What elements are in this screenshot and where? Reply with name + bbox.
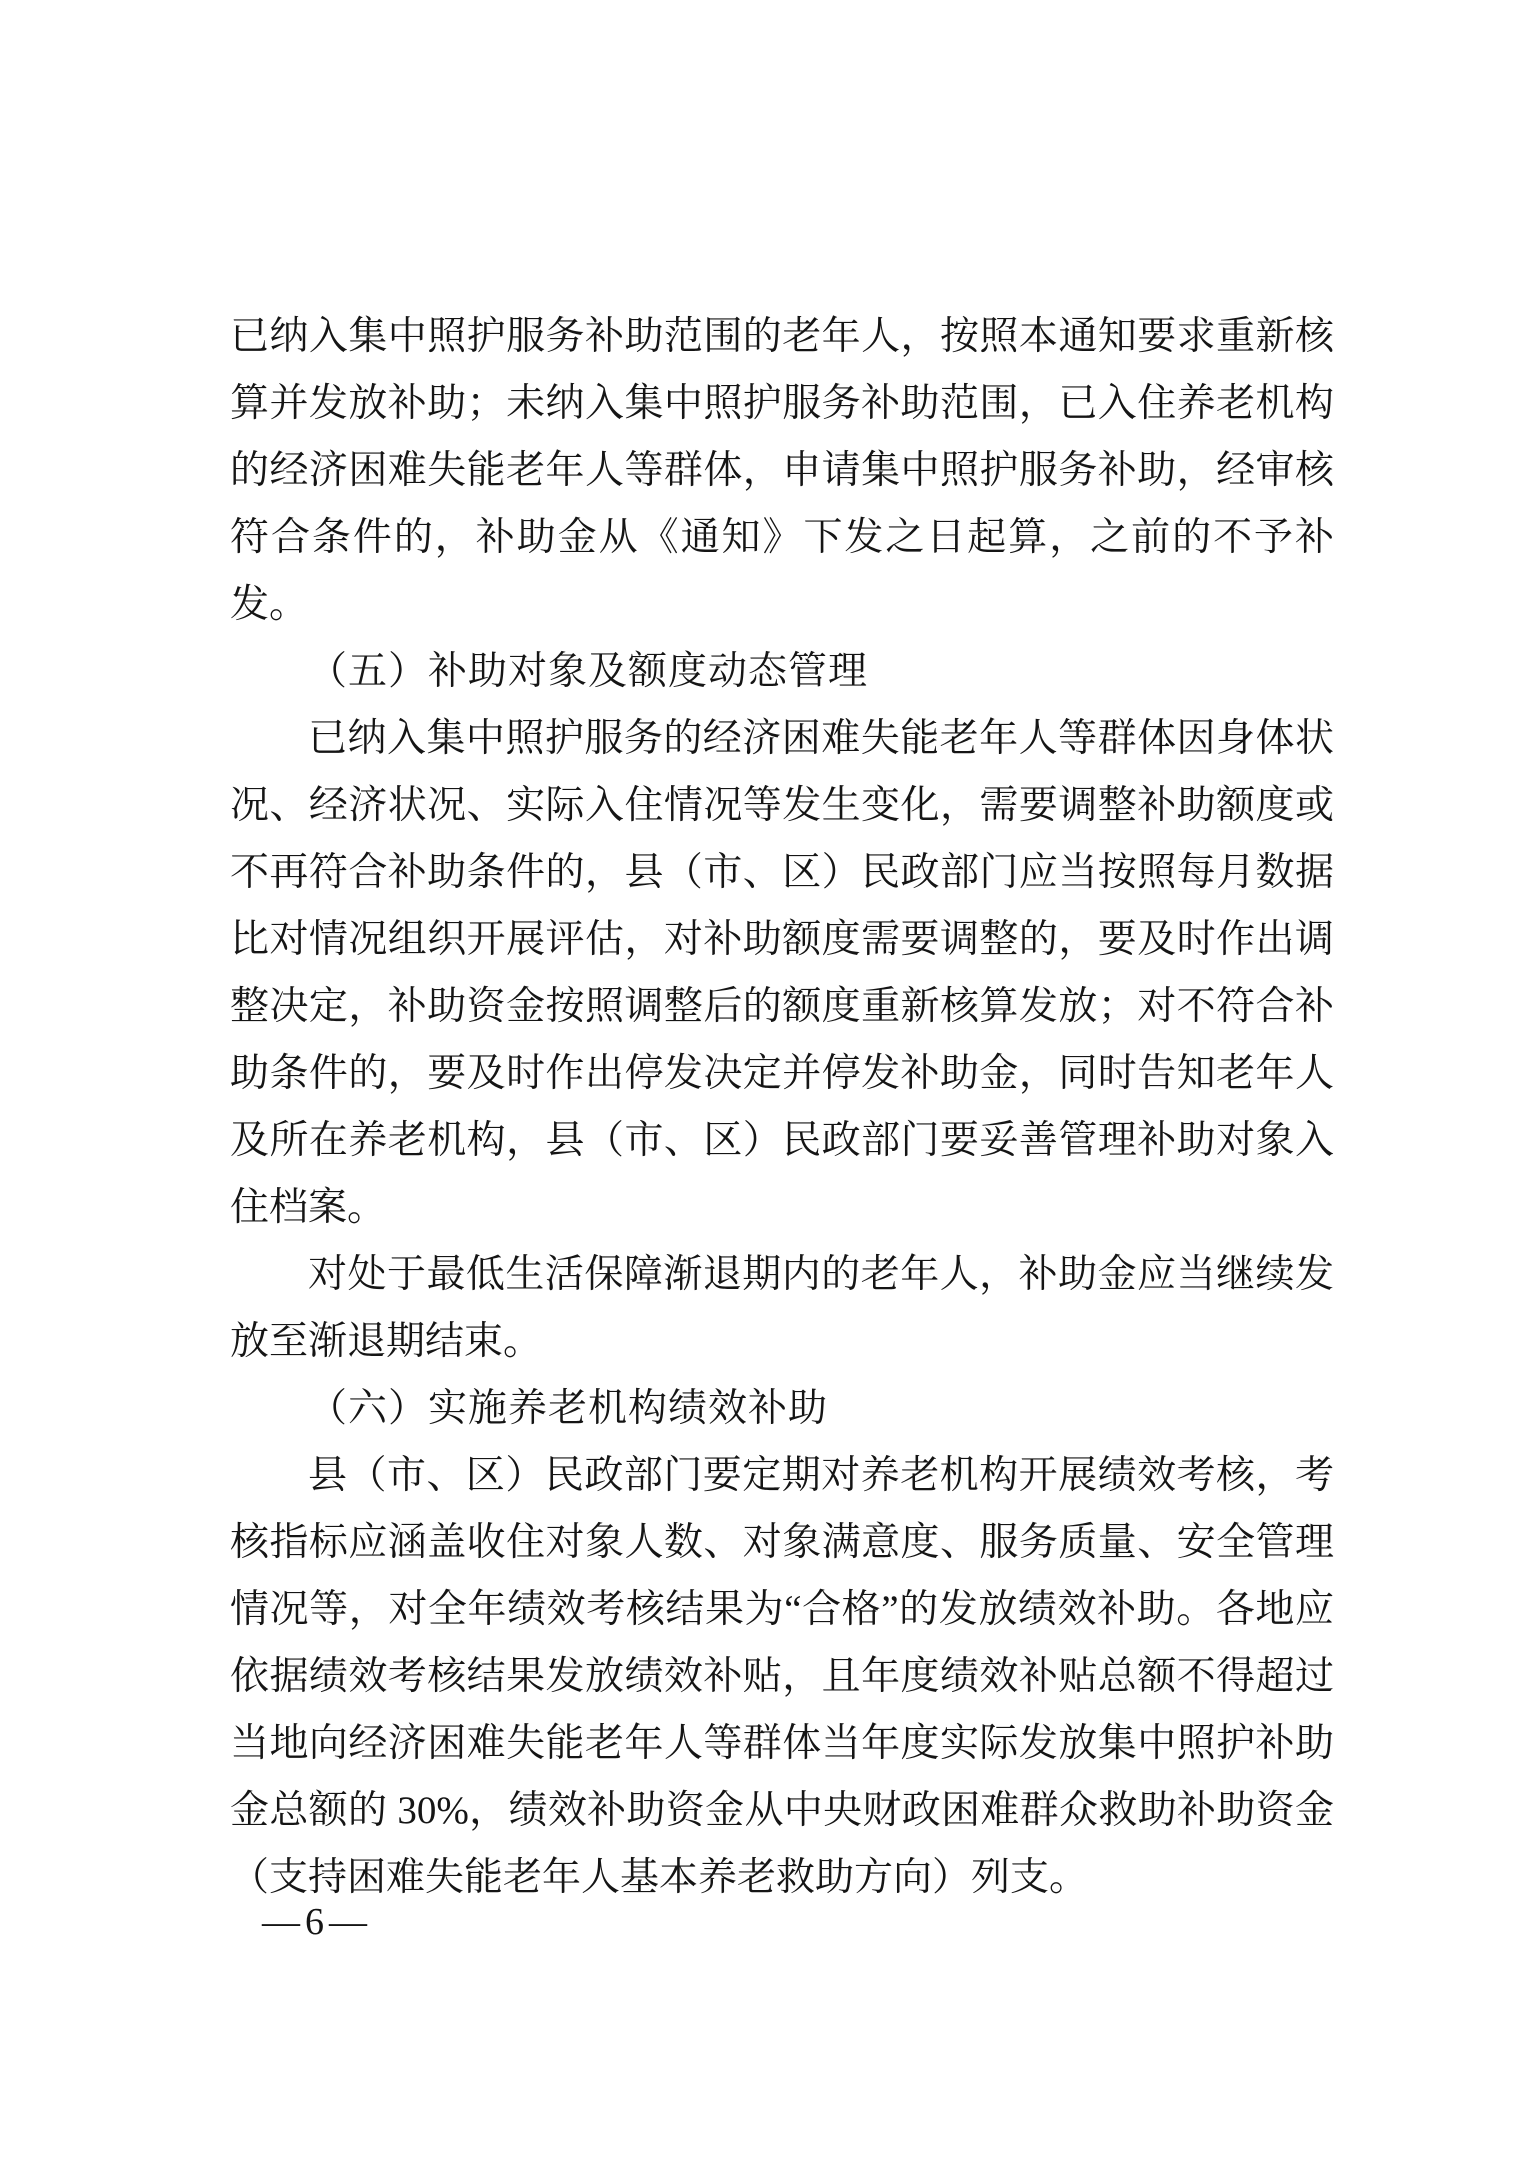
page-number: —6— bbox=[262, 1901, 372, 1943]
paragraph-dynamic-management: 已纳入集中照护服务的经济困难失能老年人等群体因身体状况、经济状况、实际入住情况等发生变化，需要调整补助额度或不再符合补助条件的，县（市、区）民政部门应当按照每月数据比对情况组织开展评估，对补助额度需要调整的，要及时作出调整决定，补助资金按照调整后的额度重新核算发放；对不符合补助条件的，要及时作出停发决定并停发补助金，同时告知老年人及所在养老机构，县（市、区）民政部门要妥善管理补助对象入住档案。 bbox=[230, 717, 1334, 1229]
section-heading-item-6: （六）实施养老机构绩效补助 bbox=[308, 1387, 829, 1430]
section-heading-item-5: （五）补助对象及额度动态管理 bbox=[308, 650, 869, 693]
text-block bbox=[230, 303, 1334, 1911]
paragraph-phase-out-period: 对处于最低生活保障渐退期内的老年人，补助金应当继续发放至渐退期结束。 bbox=[230, 1253, 1334, 1363]
paragraph-performance-subsidy: 县（市、区）民政部门要定期对养老机构开展绩效考核，考核指标应涵盖收住对象人数、对象满意度、服务质量、安全管理情况等，对全年绩效考核结果为“合格”的发放绩效补助。各地应依据绩效考核结果发放绩效补贴，且年度绩效补贴总额不得超过当地向经济困难失能老年人等群体当年度实际发放集中照护补助金总额的 30%，绩效补助资金从中央财政困难群众救助补助资金（支持困难失能老年人基本养老救助方向）列支。 bbox=[230, 1454, 1334, 1899]
paragraph-continuation: 已纳入集中照护服务补助范围的老年人，按照本通知要求重新核算并发放补助；未纳入集中照护服务补助范围，已入住养老机构的经济困难失能老年人等群体，申请集中照护服务补助，经审核符合条件的，补助金从《通知》下发之日起算，之前的不予补发。 bbox=[230, 315, 1334, 626]
